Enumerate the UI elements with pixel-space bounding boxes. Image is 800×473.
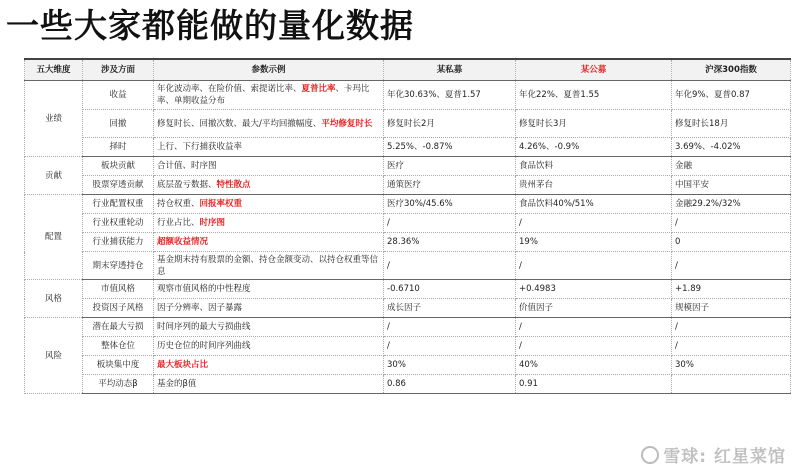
watermark-text: 雪球: 红星菜馆: [663, 447, 786, 467]
dimension-group: [25, 195, 791, 280]
highlighted-metric: 超额收益情况: [157, 237, 209, 247]
page-title: 一些大家都能做的量化数据: [6, 6, 414, 45]
example-text: 、卡玛比率、单期收益分布: [157, 84, 370, 106]
table-row: [25, 195, 791, 214]
aspect-cell: 平均动态β: [83, 375, 154, 394]
aspect-cell: 收益: [83, 81, 154, 110]
public-fund-value: /: [516, 214, 672, 233]
csi300-value: +1.89: [672, 280, 791, 299]
aspect-cell: 股票穿透贡献: [83, 176, 154, 195]
csi300-value: 金融: [672, 157, 791, 176]
dimension-group: [25, 157, 791, 195]
dimension-cell: 业绩: [25, 81, 83, 157]
dimension-cell: 风险: [25, 318, 83, 394]
public-fund-value: 价值因子: [516, 299, 672, 318]
public-fund-value: /: [516, 252, 672, 280]
csi300-value: 年化9%、夏普0.87: [672, 81, 791, 110]
private-fund-value: 修复时长2月: [384, 110, 516, 138]
private-fund-value: 医疗: [384, 157, 516, 176]
private-fund-value: 通策医疗: [384, 176, 516, 195]
public-fund-value: 年化22%、夏普1.55: [516, 81, 672, 110]
csi300-value: /: [672, 252, 791, 280]
example-cell: [154, 176, 384, 195]
csi300-value: 修复时长18月: [672, 110, 791, 138]
example-text: 因子分辨率、因子暴露: [157, 303, 243, 313]
private-fund-value: /: [384, 318, 516, 337]
aspect-cell: 板块贡献: [83, 157, 154, 176]
table-row: [25, 252, 791, 280]
private-fund-value: 年化30.63%、夏普1.57: [384, 81, 516, 110]
highlighted-metric: 平均修复时长: [321, 118, 373, 129]
example-cell: [154, 81, 384, 110]
public-fund-value: 贵州茅台: [516, 176, 672, 195]
table-row: [25, 81, 791, 110]
public-fund-value: 19%: [516, 233, 672, 252]
aspect-cell: 行业权重轮动: [83, 214, 154, 233]
example-cell: [154, 375, 384, 394]
private-fund-value: /: [384, 337, 516, 356]
example-cell: [154, 318, 384, 337]
csi300-value: /: [672, 337, 791, 356]
dimension-group: [25, 318, 791, 394]
col-header-aspect: 涉及方面: [83, 59, 154, 81]
example-text: 合计值、时序图: [157, 161, 217, 171]
highlighted-metric: 特性散点: [216, 180, 251, 190]
aspect-cell: 行业配置权重: [83, 195, 154, 214]
table-row: [25, 176, 791, 195]
private-fund-value: 5.25%、-0.87%: [384, 138, 516, 157]
example-text: 行业占比、: [157, 218, 200, 228]
dimension-cell: 配置: [25, 195, 83, 280]
example-cell: [154, 280, 384, 299]
public-fund-value: /: [516, 318, 672, 337]
highlighted-metric: 最大板块占比: [157, 360, 209, 370]
aspect-cell: 整体仓位: [83, 337, 154, 356]
public-fund-value: 食品饮料: [516, 157, 672, 176]
quant-data-table: [24, 58, 791, 394]
public-fund-value: 40%: [516, 356, 672, 375]
csi300-value: 0: [672, 233, 791, 252]
csi300-value: 3.69%、-4.02%: [672, 138, 791, 157]
aspect-cell: 回撤: [83, 110, 154, 138]
public-fund-value: +0.4983: [516, 280, 672, 299]
example-text: 历史仓位的时间序列曲线: [157, 341, 251, 351]
col-header-dimension: 五大维度: [25, 59, 83, 81]
example-cell: [154, 233, 384, 252]
private-fund-value: -0.6710: [384, 280, 516, 299]
example-cell: [154, 299, 384, 318]
dimension-cell: 贡献: [25, 157, 83, 195]
private-fund-value: 成长因子: [384, 299, 516, 318]
table-row: [25, 356, 791, 375]
aspect-cell: 板块集中度: [83, 356, 154, 375]
csi300-value: 30%: [672, 356, 791, 375]
col-header-example: 参数示例: [154, 59, 384, 81]
table-row: [25, 299, 791, 318]
example-cell: [154, 157, 384, 176]
example-cell: [154, 138, 384, 157]
example-cell: [154, 337, 384, 356]
col-header-csi300: 沪深300指数: [672, 59, 791, 81]
private-fund-value: /: [384, 252, 516, 280]
example-cell: [154, 110, 384, 138]
table-header-row: [25, 59, 791, 81]
col-header-private-fund: 某私募: [384, 59, 516, 81]
watermark: [641, 442, 786, 467]
aspect-cell: 潜在最大亏损: [83, 318, 154, 337]
highlighted-metric: 回报率权重: [199, 199, 243, 209]
private-fund-value: 28.36%: [384, 233, 516, 252]
public-fund-value: 0.91: [516, 375, 672, 394]
table-row: [25, 318, 791, 337]
csi300-value: 中国平安: [672, 176, 791, 195]
snowball-logo-icon: [641, 446, 659, 464]
table-row: [25, 233, 791, 252]
public-fund-value: 4.26%、-0.9%: [516, 138, 672, 157]
example-cell: [154, 214, 384, 233]
csi300-value: [672, 375, 791, 394]
example-text: 底层盈亏数据、: [157, 180, 217, 190]
col-header-public-fund: 某公募: [516, 59, 672, 81]
aspect-cell: 择时: [83, 138, 154, 157]
example-cell: [154, 252, 384, 280]
aspect-cell: 行业捕获能力: [83, 233, 154, 252]
table-row: [25, 337, 791, 356]
example-text: 基金期末持有股票的金额、持仓金额变动、以持仓权重等信息: [157, 254, 379, 277]
dimension-group: [25, 81, 791, 157]
example-text: 时间序列的最大亏损曲线: [157, 322, 251, 332]
public-fund-value: 修复时长3月: [516, 110, 672, 138]
csi300-value: 规模因子: [672, 299, 791, 318]
highlighted-metric: 时序图: [199, 218, 226, 228]
example-cell: [154, 195, 384, 214]
private-fund-value: 30%: [384, 356, 516, 375]
dimension-group: [25, 280, 791, 318]
aspect-cell: 期末穿透持仓: [83, 252, 154, 280]
example-text: 修复时长、回撤次数、最大/平均回撤幅度、: [157, 118, 322, 129]
public-fund-value: /: [516, 337, 672, 356]
dimension-cell: 风格: [25, 280, 83, 318]
example-text: 基金的β值: [157, 379, 197, 389]
aspect-cell: 市值风格: [83, 280, 154, 299]
table-row: [25, 157, 791, 176]
table-row: [25, 138, 791, 157]
example-text: 年化波动率、在险价值、索提诺比率、: [157, 84, 302, 94]
private-fund-value: 医疗30%/45.6%: [384, 195, 516, 214]
example-text: 上行、下行捕获收益率: [157, 142, 243, 152]
private-fund-value: /: [384, 214, 516, 233]
table-row: [25, 375, 791, 394]
csi300-value: 金融29.2%/32%: [672, 195, 791, 214]
example-cell: [154, 356, 384, 375]
highlighted-metric: 夏普比率: [301, 84, 336, 94]
aspect-cell: 投资因子风格: [83, 299, 154, 318]
csi300-value: /: [672, 318, 791, 337]
csi300-value: /: [672, 214, 791, 233]
private-fund-value: 0.86: [384, 375, 516, 394]
table-row: [25, 280, 791, 299]
example-text: 持仓权重、: [157, 199, 200, 209]
table-row: [25, 214, 791, 233]
public-fund-value: 食品饮料40%/51%: [516, 195, 672, 214]
table-row: [25, 110, 791, 138]
example-text: 观察市值风格的中性程度: [157, 284, 251, 294]
